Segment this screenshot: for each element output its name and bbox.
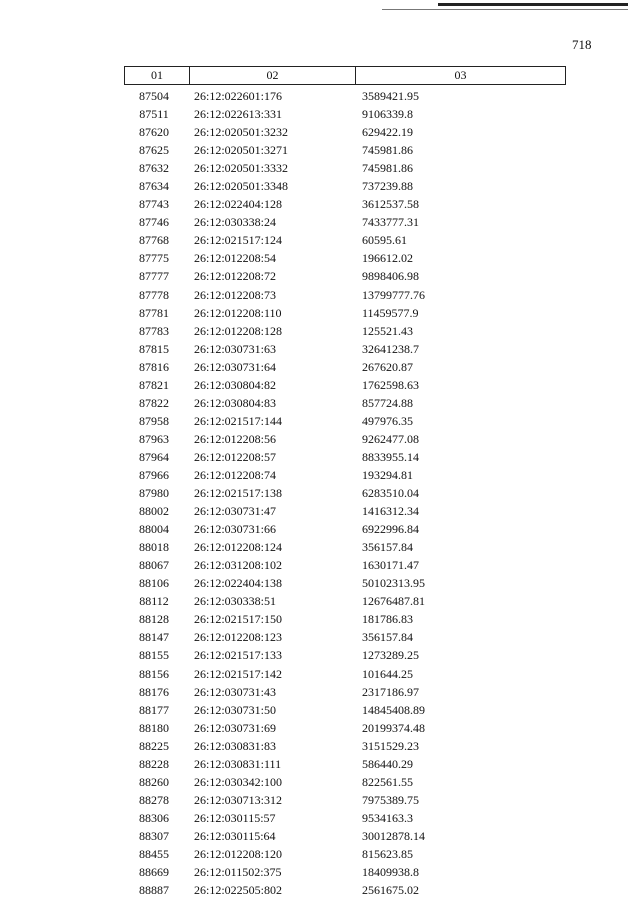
table-cell-3: 1273289.25 [362, 648, 419, 663]
table-cell-2: 26:12:012208:124 [194, 540, 283, 555]
table-cell-3: 497976.35 [362, 413, 413, 428]
table-cell-1: 87777 [139, 269, 169, 284]
table-row [124, 665, 425, 683]
table-row [124, 809, 425, 827]
table-cell-1: 88180 [139, 720, 169, 735]
table-row [124, 845, 425, 863]
table-cell-3: 7433777.31 [362, 215, 419, 230]
table-cell-2: 26:12:030804:82 [194, 377, 277, 392]
table-cell-2: 26:12:012208:123 [194, 630, 283, 645]
table-cell-3: 2317186.97 [362, 684, 419, 699]
table-row [124, 376, 425, 394]
table-cell-3: 125521.43 [362, 323, 413, 338]
table-cell-1: 88306 [139, 810, 169, 825]
table-cell-1: 87980 [139, 486, 169, 501]
table-cell-2: 26:12:030731:69 [194, 720, 277, 735]
table-row [124, 574, 425, 592]
table-cell-1: 87783 [139, 323, 169, 338]
table-cell-3: 30012878.14 [362, 828, 425, 843]
table-cell-1: 87504 [139, 89, 169, 103]
table-cell-1: 88067 [139, 558, 169, 573]
table-cell-3: 9898406.98 [362, 269, 419, 284]
table-cell-2: 26:12:021517:144 [194, 413, 283, 428]
table-cell-3: 629422.19 [362, 125, 413, 140]
header-rule-thin [382, 9, 628, 10]
table-row [124, 520, 425, 538]
table-cell-3: 586440.29 [362, 756, 413, 771]
table-row [124, 231, 425, 249]
table-cell-2: 26:12:022505:802 [194, 883, 283, 898]
table-cell-1: 87743 [139, 197, 169, 212]
table-cell-1: 88278 [139, 792, 169, 807]
table-cell-1: 88128 [139, 612, 169, 627]
table-cell-1: 88887 [139, 883, 169, 898]
table-row [124, 737, 425, 755]
table-cell-2: 26:12:020501:3232 [194, 125, 289, 140]
table-row [124, 249, 425, 267]
table-cell-3: 14845408.89 [362, 702, 425, 717]
table-cell-3: 2561675.02 [362, 883, 419, 898]
table-cell-3: 745981.86 [362, 143, 413, 158]
table-cell-1: 88018 [139, 540, 169, 555]
table-row [124, 159, 425, 177]
table-cell-3: 181786.83 [362, 612, 413, 627]
table-cell-3: 12676487.81 [362, 594, 425, 609]
table-cell-3: 3612537.58 [362, 197, 419, 212]
table-cell-3: 857724.88 [362, 395, 413, 410]
table-row [124, 791, 425, 809]
table-row [124, 701, 425, 719]
table-cell-2: 26:12:030731:63 [194, 341, 277, 356]
table-cell-3: 9534163.3 [362, 810, 413, 825]
table-cell-1: 88155 [139, 648, 169, 663]
table-row [124, 304, 425, 322]
table-cell-1: 87966 [139, 467, 169, 482]
table-cell-2: 26:12:030115:57 [194, 810, 276, 825]
table-cell-3: 32641238.7 [362, 341, 419, 356]
table-cell-2: 26:12:012208:56 [194, 431, 277, 446]
table-cell-2: 26:12:030115:64 [194, 828, 276, 843]
table-header [124, 66, 566, 85]
table-cell-2: 26:12:020501:3348 [194, 179, 289, 194]
table-row [124, 213, 425, 231]
table-cell-2: 26:12:012208:74 [194, 467, 277, 482]
table-cell-2: 26:12:030731:66 [194, 522, 277, 537]
table-cell-2: 26:12:030731:64 [194, 359, 277, 374]
table-cell-1: 87781 [139, 305, 169, 320]
table-row [124, 556, 425, 574]
table-cell-2: 26:12:022404:128 [194, 197, 283, 212]
table-cell-3: 11459577.9 [362, 305, 419, 320]
table-row [124, 773, 425, 791]
table-cell-2: 26:12:022613:331 [194, 107, 283, 122]
table-cell-1: 88225 [139, 738, 169, 753]
table-cell-2: 26:12:030731:43 [194, 684, 277, 699]
table-cell-1: 88176 [139, 684, 169, 699]
page-number: 718 [572, 37, 592, 52]
table-cell-3: 9262477.08 [362, 431, 419, 446]
table-cell-2: 26:12:012208:110 [194, 305, 282, 320]
table-cell-2: 26:12:030338:51 [194, 594, 277, 609]
table-cell-1: 87775 [139, 251, 169, 266]
header-rule-thick [438, 3, 628, 6]
table-cell-3: 101644.25 [362, 666, 413, 681]
table-cell-3: 356157.84 [362, 630, 413, 645]
table-cell-1: 88307 [139, 828, 169, 843]
table-cell-3: 1762598.63 [362, 377, 419, 392]
table-cell-1: 88004 [139, 522, 169, 537]
table-body [124, 87, 425, 899]
table-cell-1: 88669 [139, 865, 169, 880]
table-cell-3: 6283510.04 [362, 486, 419, 501]
table-cell-3: 1416312.34 [362, 504, 419, 519]
column-header-03: 03 [454, 68, 467, 82]
table-cell-2: 26:12:022601:176 [194, 89, 283, 103]
table-cell-3: 745981.86 [362, 161, 413, 176]
table-cell-3: 356157.84 [362, 540, 413, 555]
table-cell-3: 3589421.95 [362, 89, 419, 103]
table-row [124, 430, 425, 448]
table-row [124, 881, 425, 899]
table-cell-3: 737239.88 [362, 179, 413, 194]
table-cell-1: 88147 [139, 630, 169, 645]
table-cell-2: 26:12:020501:3271 [194, 143, 289, 158]
table-cell-3: 3151529.23 [362, 738, 419, 753]
table-row [124, 286, 425, 304]
table-cell-1: 87963 [139, 431, 169, 446]
table-row [124, 394, 425, 412]
table-cell-2: 26:12:012208:120 [194, 846, 283, 861]
table-cell-3: 8833955.14 [362, 449, 419, 464]
table-cell-3: 6922996.84 [362, 522, 419, 537]
table-row [124, 177, 425, 195]
table-cell-1: 88112 [139, 594, 169, 609]
table-row [124, 322, 425, 340]
table-row [124, 105, 425, 123]
table-row [124, 610, 425, 628]
table-cell-2: 26:12:012208:73 [194, 287, 277, 302]
table-cell-1: 88177 [139, 702, 169, 717]
table-row [124, 466, 425, 484]
table-row [124, 358, 425, 376]
table-row [124, 719, 425, 737]
table-cell-2: 26:12:030731:47 [194, 504, 277, 519]
table-cell-2: 26:12:021517:138 [194, 486, 283, 501]
table-cell-1: 87768 [139, 233, 169, 248]
table-cell-2: 26:12:031208:102 [194, 558, 283, 573]
table-cell-1: 87958 [139, 413, 169, 428]
table-cell-2: 26:12:012208:72 [194, 269, 277, 284]
column-header-01: 01 [125, 67, 190, 84]
table-cell-3: 13799777.76 [362, 287, 425, 302]
table-row [124, 123, 425, 141]
table-row [124, 412, 425, 430]
table-cell-3: 60595.61 [362, 233, 407, 248]
table-cell-3: 18409938.8 [362, 865, 419, 880]
table-cell-3: 267620.87 [362, 359, 413, 374]
table-cell-2: 26:12:030713:312 [194, 792, 283, 807]
table-row [124, 628, 425, 646]
table-cell-1: 87625 [139, 143, 169, 158]
table-cell-1: 87511 [139, 107, 169, 122]
table-cell-2: 26:12:030831:83 [194, 738, 277, 753]
table-row [124, 863, 425, 881]
table-cell-2: 26:12:030338:24 [194, 215, 277, 230]
table-row [124, 592, 425, 610]
table-cell-2: 26:12:020501:3332 [194, 161, 289, 176]
table-cell-2: 26:12:012208:128 [194, 323, 283, 338]
table-cell-2: 26:12:030731:50 [194, 702, 277, 717]
table-cell-1: 87821 [139, 377, 169, 392]
table-cell-1: 87620 [139, 125, 169, 140]
table-cell-3: 196612.02 [362, 251, 413, 266]
table-cell-2: 26:12:030342:100 [194, 774, 283, 789]
table-cell-1: 87815 [139, 341, 169, 356]
table-cell-2: 26:12:030831:111 [194, 756, 282, 771]
table-row [124, 195, 425, 213]
table-cell-1: 88106 [139, 576, 169, 591]
table-cell-2: 26:12:011502:375 [194, 865, 282, 880]
table-row [124, 340, 425, 358]
table-cell-3: 822561.55 [362, 774, 413, 789]
table-row [124, 827, 425, 845]
table-cell-1: 88228 [139, 756, 169, 771]
table-cell-1: 87634 [139, 179, 169, 194]
table-cell-1: 87632 [139, 161, 169, 176]
table-row [124, 87, 425, 105]
table-cell-2: 26:12:021517:142 [194, 666, 283, 681]
table-cell-1: 88260 [139, 774, 169, 789]
table-cell-3: 1630171.47 [362, 558, 419, 573]
table-row [124, 448, 425, 466]
table-cell-3: 20199374.48 [362, 720, 425, 735]
table-row [124, 538, 425, 556]
table-cell-2: 26:12:012208:54 [194, 251, 277, 266]
table-cell-3: 9106339.8 [362, 107, 413, 122]
table-cell-3: 815623.85 [362, 846, 413, 861]
table-cell-3: 193294.81 [362, 467, 413, 482]
table-cell-2: 26:12:021517:124 [194, 233, 283, 248]
table-cell-2: 26:12:012208:57 [194, 449, 277, 464]
table-row [124, 683, 425, 701]
table-cell-3: 7975389.75 [362, 792, 419, 807]
table-row [124, 502, 425, 520]
table-cell-1: 87746 [139, 215, 169, 230]
table-row [124, 267, 425, 285]
table-cell-2: 26:12:021517:133 [194, 648, 283, 663]
table-row [124, 646, 425, 664]
table-cell-1: 87822 [139, 395, 169, 410]
table-row [124, 755, 425, 773]
table-cell-1: 88002 [139, 504, 169, 519]
table-cell-1: 88455 [139, 846, 169, 861]
table-cell-1: 88156 [139, 666, 169, 681]
table-cell-2: 26:12:030804:83 [194, 395, 277, 410]
table-row [124, 484, 425, 502]
table-cell-3: 50102313.95 [362, 576, 425, 591]
table-cell-2: 26:12:021517:150 [194, 612, 283, 627]
column-header-02: 02 [190, 67, 356, 84]
table-cell-1: 87778 [139, 287, 169, 302]
table-cell-1: 87816 [139, 359, 169, 374]
table-row [124, 141, 425, 159]
table-cell-2: 26:12:022404:138 [194, 576, 283, 591]
table-cell-1: 87964 [139, 449, 169, 464]
